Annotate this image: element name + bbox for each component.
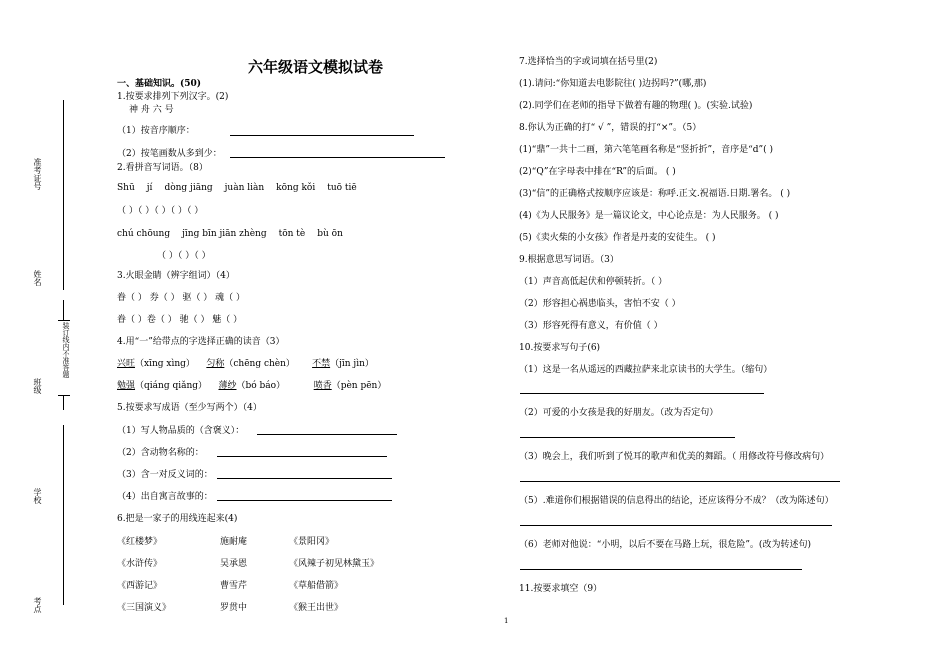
question-8-e[interactable]: (5)《卖火柴的小女孩》作者是丹麦的安徒生。 ( ) bbox=[519, 233, 716, 243]
answer-line[interactable] bbox=[520, 525, 832, 526]
question-10-b: （2）可爱的小女孩是我的好朋友。（改为否定句） bbox=[519, 408, 719, 418]
question-1-chars: 神 舟 六 号 bbox=[129, 105, 174, 115]
section-heading: 一、基础知识。(50) bbox=[117, 79, 202, 89]
name-label: 姓名 bbox=[33, 270, 42, 286]
answer-line[interactable] bbox=[520, 569, 802, 570]
answer-line[interactable] bbox=[520, 437, 735, 438]
pinyin-row-1: Shū jí dòng jiāng juàn liàn kōng kǒi tuō tiē bbox=[117, 183, 357, 193]
answer-line[interactable] bbox=[230, 135, 414, 136]
question-11: 11.按要求填空（9） bbox=[519, 584, 603, 594]
school-line bbox=[63, 425, 64, 540]
answer-line[interactable] bbox=[217, 500, 392, 501]
question-9-b[interactable]: （2）形容担心祸患临头，害怕不安（ ） bbox=[519, 299, 681, 309]
name-line bbox=[63, 200, 64, 290]
question-9-c[interactable]: （3）形容死得有意义，有价值（ ） bbox=[519, 321, 663, 331]
binding-strip bbox=[0, 0, 110, 672]
question-3-row-1[interactable]: 眷（ ） 券（ ） 驱（ ） 魂（ ） bbox=[117, 293, 246, 303]
match-author-2[interactable]: 吴承恩 bbox=[220, 559, 248, 569]
answer-line[interactable] bbox=[217, 456, 387, 457]
match-story-4[interactable]: 《猴王出世》 bbox=[289, 603, 344, 613]
match-book-2[interactable]: 《水浒传》 bbox=[117, 559, 163, 569]
answer-line[interactable] bbox=[520, 481, 840, 482]
question-6: 6.把是一家子的用线连起来(4) bbox=[117, 514, 238, 524]
match-story-1[interactable]: 《景阳冈》 bbox=[289, 537, 335, 547]
seal-mark-bottom bbox=[58, 395, 70, 396]
question-7: 7.选择恰当的字或词填在括号里(2) bbox=[519, 57, 658, 67]
answer-line[interactable] bbox=[217, 478, 392, 479]
class-line-top bbox=[63, 300, 64, 320]
match-story-3[interactable]: 《草船借箭》 bbox=[289, 581, 344, 591]
match-book-3[interactable]: 《西游记》 bbox=[117, 581, 163, 591]
question-8-a[interactable]: (1)“鼎”一共十二画，第六笔笔画名称是“竖折折”，音序是“d”( ) bbox=[519, 145, 774, 155]
seat-label: 考点 bbox=[33, 597, 42, 613]
question-4-row-1[interactable]: 兴旺（xīng xìng） 匀称（chēng chèn） 不禁（jīn jìn） bbox=[117, 359, 374, 369]
question-10-c: （3）晚会上，我们听到了悦耳的歌声和优美的舞蹈。（ 用修改符号修改病句） bbox=[519, 452, 830, 462]
match-story-2[interactable]: 《风辣子初见林黛玉》 bbox=[289, 559, 380, 569]
answer-line[interactable] bbox=[230, 157, 445, 158]
pinyin-row-2: chú chōung jīng bīn jiān zhèng tōn tè bù ōn bbox=[117, 229, 343, 239]
answer-line[interactable] bbox=[520, 393, 764, 394]
match-book-4[interactable]: 《三国演义》 bbox=[117, 603, 172, 613]
question-9-a[interactable]: （1）声音高低起伏和停顿转折。（ ） bbox=[519, 277, 668, 287]
question-8: 8.你认为正确的打“ √ ”，错误的打“×”。（5） bbox=[519, 123, 702, 133]
seal-line-text: 装订线内不准答题 bbox=[62, 322, 70, 378]
exam-number-label: 准考证号 bbox=[33, 158, 42, 190]
question-8-d[interactable]: (4)《为人民服务》是一篇议论文，中心论点是：为人民服务。 ( ) bbox=[519, 211, 779, 221]
question-4-row-2[interactable]: 勉强（qiáng qiǎng） 薄纱（bó báo） 喷香（pèn pēn） bbox=[117, 381, 387, 391]
answer-brackets-1[interactable]: （ ）（ ）（ ）（ ）（ ） bbox=[117, 206, 204, 216]
question-7-b[interactable]: (2).同学们在老师的指导下做着有趣的物理( )。(实验.试验) bbox=[519, 101, 753, 111]
question-3-row-2[interactable]: 眷（ ）卷（ ） 驰（ ） 魅（ ） bbox=[117, 315, 243, 325]
school-label: 学校 bbox=[33, 488, 42, 504]
answer-brackets-2[interactable]: （ ）（ ）（ ） bbox=[157, 251, 211, 261]
question-7-a[interactable]: (1).请问:“你知道去电影院往( )边拐吗?”(哪,那) bbox=[519, 79, 707, 89]
question-8-b[interactable]: (2)“Q”在字母表中排在“R”的后面。 ( ) bbox=[519, 167, 676, 177]
question-5-a: （1）写人物品质的（含褒义）： bbox=[117, 426, 245, 436]
match-book-1[interactable]: 《红楼梦》 bbox=[117, 537, 163, 547]
question-1-a: （1）按音序顺序： bbox=[117, 126, 195, 136]
class-label: 班级 bbox=[33, 378, 42, 394]
class-line-bottom bbox=[63, 395, 64, 410]
question-5: 5.按要求写成语（至少写两个）（4） bbox=[117, 403, 262, 413]
seal-mark-top bbox=[58, 320, 70, 321]
match-author-3[interactable]: 曹雪芹 bbox=[220, 581, 248, 591]
question-5-b: （2）含动物名称的： bbox=[117, 448, 204, 458]
question-10-a: （1）这是一名从遥远的西藏拉萨来北京读书的大学生。（缩句） bbox=[519, 365, 773, 375]
question-10: 10.按要求写句子(6) bbox=[519, 343, 601, 353]
exam-number-line bbox=[63, 100, 64, 200]
seat-line bbox=[63, 540, 64, 605]
question-4: 4.用“一”给带点的字选择正确的读音（3） bbox=[117, 337, 285, 347]
question-2: 2.看拼音写词语。（8） bbox=[117, 163, 208, 173]
question-10-d: （5）.难道你们根据错误的信息得出的结论，还应该得分不成？（改为陈述句） bbox=[519, 496, 834, 506]
question-8-c[interactable]: (3)“信”的正确格式按顺序应该是：称呼.正文.祝福语.日期.署名。 ( ) bbox=[519, 189, 791, 199]
answer-line[interactable] bbox=[257, 434, 397, 435]
question-9: 9.根据意思写词语。（3） bbox=[519, 255, 619, 265]
question-10-e: （6）老师对他说：“小明，以后不要在马路上玩，很危险”。(改为转述句) bbox=[519, 540, 811, 550]
match-author-1[interactable]: 施耐庵 bbox=[220, 537, 248, 547]
question-3: 3.火眼金睛（辨字组词）（4） bbox=[117, 271, 235, 281]
page-number: 1 bbox=[504, 617, 509, 625]
match-author-4[interactable]: 罗贯中 bbox=[220, 603, 248, 613]
question-1: 1.按要求排列下列汉字。(2) bbox=[117, 92, 229, 102]
question-1-b: （2）按笔画数从多到少： bbox=[117, 149, 222, 159]
question-5-d: （4）出自寓言故事的： bbox=[117, 492, 213, 502]
question-5-c: （3）含一对反义词的： bbox=[117, 470, 213, 480]
page-title: 六年级语文模拟试卷 bbox=[248, 58, 384, 76]
